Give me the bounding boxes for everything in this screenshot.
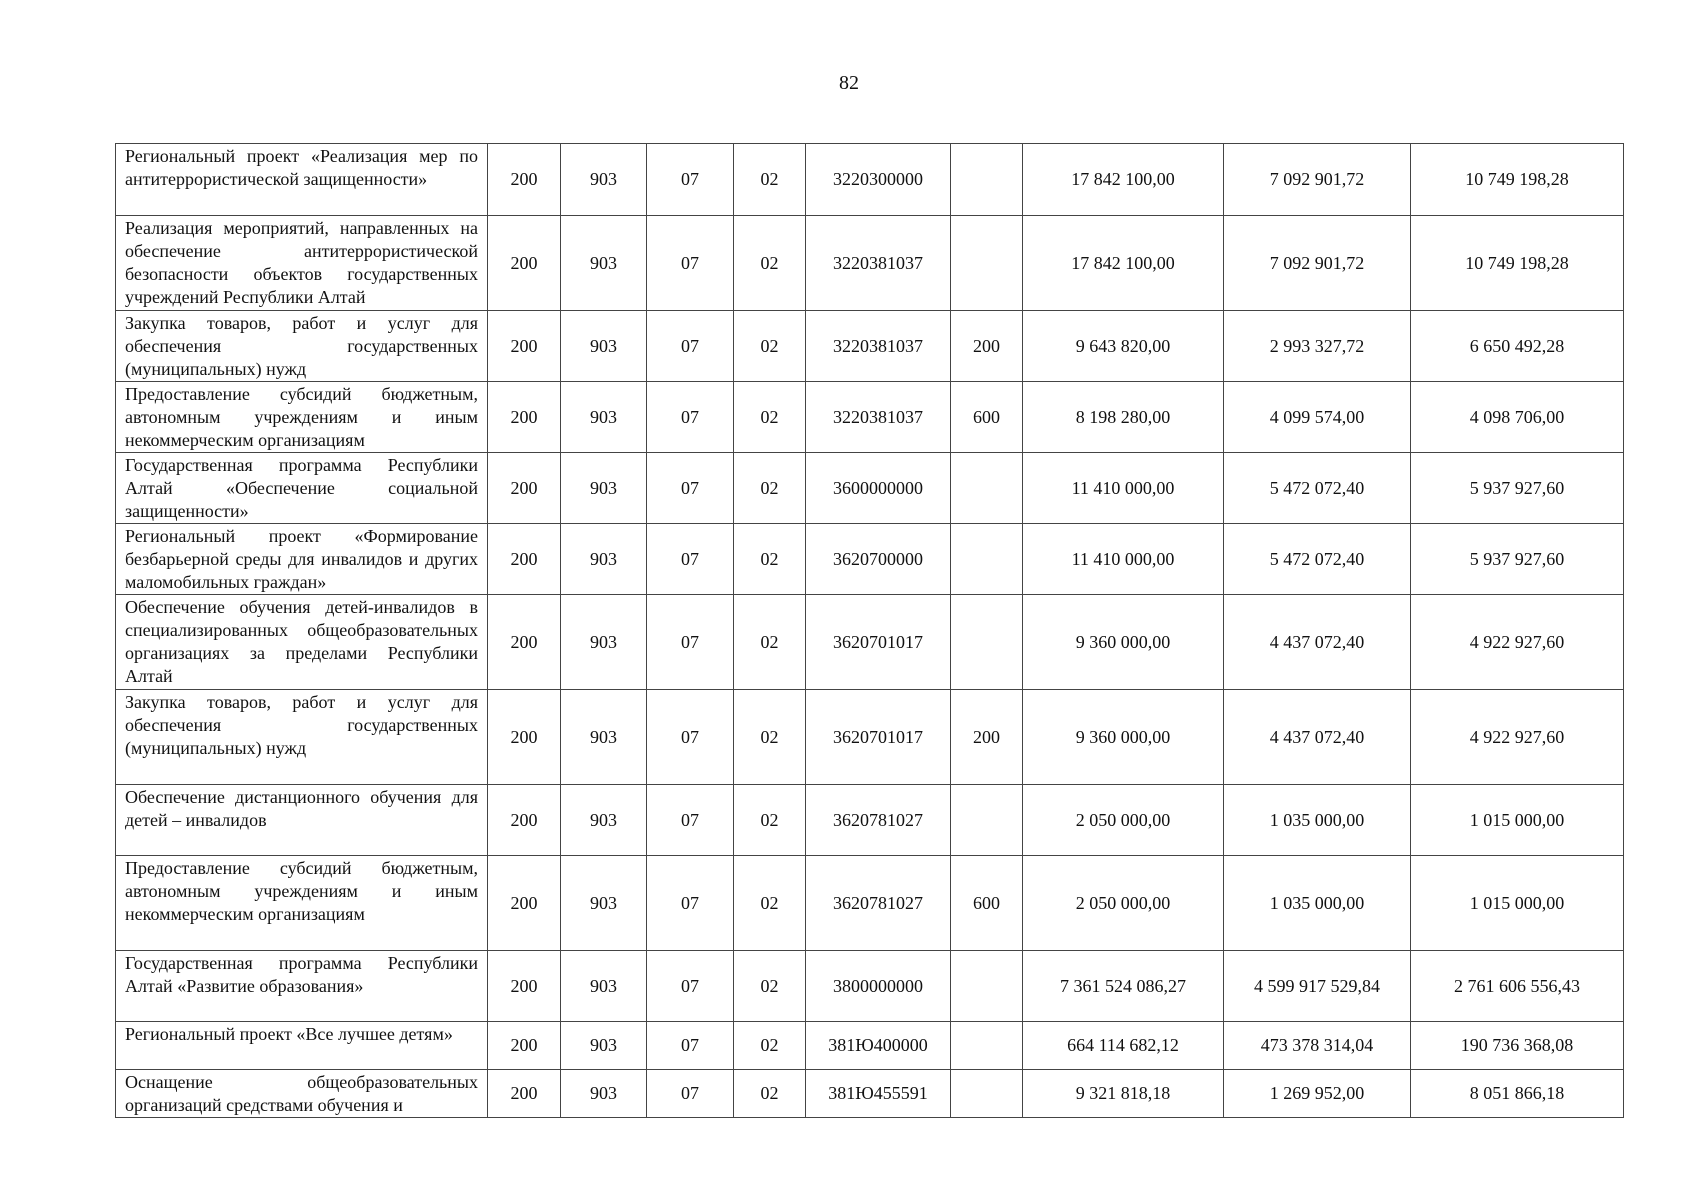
- section-code: 07: [647, 595, 734, 690]
- subsection-code: 02: [734, 785, 806, 856]
- expense-type: [951, 144, 1023, 216]
- table-row: [116, 524, 1624, 595]
- table-row: [116, 785, 1624, 856]
- remainder-amount: 10 749 198,28: [1411, 144, 1624, 216]
- row-name: Закупка товаров, работ и услуг для обеспечения государственных (муниципальных) нужд: [116, 690, 488, 785]
- subsection-code: 02: [734, 382, 806, 453]
- section-code: 07: [647, 951, 734, 1022]
- row-name: Региональный проект «Реализация мер по антитеррористической защищенности»: [116, 144, 488, 216]
- budget-table: [115, 143, 1624, 1118]
- remainder-amount: 4 098 706,00: [1411, 382, 1624, 453]
- grbs-code: 903: [561, 216, 647, 311]
- target-article: 381Ю400000: [806, 1022, 951, 1070]
- grbs-code: 903: [561, 690, 647, 785]
- grbs-code: 903: [561, 1070, 647, 1118]
- page-number: 82: [839, 72, 859, 94]
- subsection-code: 02: [734, 216, 806, 311]
- executed-amount: 4 099 574,00: [1224, 382, 1411, 453]
- plan-amount: 8 198 280,00: [1023, 382, 1224, 453]
- row-name: Реализация мероприятий, направленных на обеспечение антитеррористической безопасности объектов государственных учреждений Республики Алтай: [116, 216, 488, 311]
- table-row: [116, 216, 1624, 311]
- target-article: 3620701017: [806, 690, 951, 785]
- target-article: 3620701017: [806, 595, 951, 690]
- target-article: 3220381037: [806, 311, 951, 382]
- remainder-amount: 5 937 927,60: [1411, 453, 1624, 524]
- executed-amount: 5 472 072,40: [1224, 524, 1411, 595]
- subsection-code: 02: [734, 690, 806, 785]
- plan-amount: 17 842 100,00: [1023, 144, 1224, 216]
- admin-code: 200: [488, 785, 561, 856]
- subsection-code: 02: [734, 144, 806, 216]
- admin-code: 200: [488, 1070, 561, 1118]
- expense-type: 200: [951, 311, 1023, 382]
- remainder-amount: 6 650 492,28: [1411, 311, 1624, 382]
- plan-amount: 7 361 524 086,27: [1023, 951, 1224, 1022]
- remainder-amount: 4 922 927,60: [1411, 690, 1624, 785]
- table-row: [116, 690, 1624, 785]
- expense-type: [951, 595, 1023, 690]
- admin-code: 200: [488, 1022, 561, 1070]
- subsection-code: 02: [734, 951, 806, 1022]
- table-row: [116, 382, 1624, 453]
- plan-amount: 11 410 000,00: [1023, 453, 1224, 524]
- executed-amount: 4 437 072,40: [1224, 595, 1411, 690]
- plan-amount: 11 410 000,00: [1023, 524, 1224, 595]
- expense-type: [951, 1070, 1023, 1118]
- executed-amount: 1 035 000,00: [1224, 785, 1411, 856]
- target-article: 3600000000: [806, 453, 951, 524]
- subsection-code: 02: [734, 524, 806, 595]
- executed-amount: 4 437 072,40: [1224, 690, 1411, 785]
- grbs-code: 903: [561, 311, 647, 382]
- section-code: 07: [647, 144, 734, 216]
- table-row: [116, 595, 1624, 690]
- table-body: [116, 144, 1624, 1118]
- section-code: 07: [647, 690, 734, 785]
- section-code: 07: [647, 311, 734, 382]
- target-article: 3620700000: [806, 524, 951, 595]
- expense-type: [951, 216, 1023, 311]
- admin-code: 200: [488, 951, 561, 1022]
- remainder-amount: 2 761 606 556,43: [1411, 951, 1624, 1022]
- plan-amount: 2 050 000,00: [1023, 785, 1224, 856]
- subsection-code: 02: [734, 1022, 806, 1070]
- row-name: Предоставление субсидий бюджетным, автономным учреждениям и иным некоммерческим организациям: [116, 382, 488, 453]
- target-article: 3800000000: [806, 951, 951, 1022]
- grbs-code: 903: [561, 785, 647, 856]
- executed-amount: 2 993 327,72: [1224, 311, 1411, 382]
- row-name: Государственная программа Республики Алтай «Развитие образования»: [116, 951, 488, 1022]
- section-code: 07: [647, 382, 734, 453]
- plan-amount: 2 050 000,00: [1023, 856, 1224, 951]
- row-name: Предоставление субсидий бюджетным, автономным учреждениям и иным некоммерческим организациям: [116, 856, 488, 951]
- target-article: 3220381037: [806, 382, 951, 453]
- admin-code: 200: [488, 856, 561, 951]
- section-code: 07: [647, 1022, 734, 1070]
- expense-type: [951, 453, 1023, 524]
- admin-code: 200: [488, 690, 561, 785]
- section-code: 07: [647, 524, 734, 595]
- expense-type: 200: [951, 690, 1023, 785]
- remainder-amount: 190 736 368,08: [1411, 1022, 1624, 1070]
- executed-amount: 5 472 072,40: [1224, 453, 1411, 524]
- expense-type: [951, 1022, 1023, 1070]
- grbs-code: 903: [561, 453, 647, 524]
- plan-amount: 9 643 820,00: [1023, 311, 1224, 382]
- grbs-code: 903: [561, 856, 647, 951]
- table-row: [116, 144, 1624, 216]
- row-name: Обеспечение обучения детей-инвалидов в специализированных общеобразовательных организациях за пределами Республики Алтай: [116, 595, 488, 690]
- subsection-code: 02: [734, 595, 806, 690]
- section-code: 07: [647, 453, 734, 524]
- remainder-amount: 1 015 000,00: [1411, 785, 1624, 856]
- remainder-amount: 10 749 198,28: [1411, 216, 1624, 311]
- section-code: 07: [647, 216, 734, 311]
- grbs-code: 903: [561, 382, 647, 453]
- section-code: 07: [647, 785, 734, 856]
- row-name: Обеспечение дистанционного обучения для детей – инвалидов: [116, 785, 488, 856]
- row-name: Государственная программа Республики Алтай «Обеспечение социальной защищенности»: [116, 453, 488, 524]
- grbs-code: 903: [561, 144, 647, 216]
- remainder-amount: 1 015 000,00: [1411, 856, 1624, 951]
- row-name: Закупка товаров, работ и услуг для обеспечения государственных (муниципальных) нужд: [116, 311, 488, 382]
- remainder-amount: 8 051 866,18: [1411, 1070, 1624, 1118]
- executed-amount: 4 599 917 529,84: [1224, 951, 1411, 1022]
- section-code: 07: [647, 1070, 734, 1118]
- remainder-amount: 5 937 927,60: [1411, 524, 1624, 595]
- executed-amount: 7 092 901,72: [1224, 216, 1411, 311]
- plan-amount: 9 360 000,00: [1023, 690, 1224, 785]
- table-row: [116, 1070, 1624, 1118]
- target-article: 381Ю455591: [806, 1070, 951, 1118]
- row-name: Региональный проект «Формирование безбарьерной среды для инвалидов и других маломобильных граждан»: [116, 524, 488, 595]
- target-article: 3620781027: [806, 785, 951, 856]
- admin-code: 200: [488, 382, 561, 453]
- target-article: 3220300000: [806, 144, 951, 216]
- expense-type: [951, 951, 1023, 1022]
- subsection-code: 02: [734, 453, 806, 524]
- remainder-amount: 4 922 927,60: [1411, 595, 1624, 690]
- plan-amount: 17 842 100,00: [1023, 216, 1224, 311]
- plan-amount: 9 321 818,18: [1023, 1070, 1224, 1118]
- admin-code: 200: [488, 216, 561, 311]
- subsection-code: 02: [734, 1070, 806, 1118]
- plan-amount: 9 360 000,00: [1023, 595, 1224, 690]
- executed-amount: 7 092 901,72: [1224, 144, 1411, 216]
- admin-code: 200: [488, 144, 561, 216]
- admin-code: 200: [488, 311, 561, 382]
- table-row: [116, 311, 1624, 382]
- expense-type: 600: [951, 856, 1023, 951]
- executed-amount: 1 035 000,00: [1224, 856, 1411, 951]
- grbs-code: 903: [561, 524, 647, 595]
- subsection-code: 02: [734, 856, 806, 951]
- plan-amount: 664 114 682,12: [1023, 1022, 1224, 1070]
- grbs-code: 903: [561, 1022, 647, 1070]
- expense-type: [951, 785, 1023, 856]
- expense-type: 600: [951, 382, 1023, 453]
- executed-amount: 473 378 314,04: [1224, 1022, 1411, 1070]
- target-article: 3220381037: [806, 216, 951, 311]
- admin-code: 200: [488, 524, 561, 595]
- admin-code: 200: [488, 595, 561, 690]
- subsection-code: 02: [734, 311, 806, 382]
- table-row: [116, 856, 1624, 951]
- table-row: [116, 453, 1624, 524]
- table-row: [116, 951, 1624, 1022]
- table-row: [116, 1022, 1624, 1070]
- executed-amount: 1 269 952,00: [1224, 1070, 1411, 1118]
- expense-type: [951, 524, 1023, 595]
- grbs-code: 903: [561, 595, 647, 690]
- row-name: Оснащение общеобразовательных организаций средствами обучения и: [116, 1070, 488, 1118]
- grbs-code: 903: [561, 951, 647, 1022]
- admin-code: 200: [488, 453, 561, 524]
- target-article: 3620781027: [806, 856, 951, 951]
- section-code: 07: [647, 856, 734, 951]
- row-name: Региональный проект «Все лучшее детям»: [116, 1022, 488, 1070]
